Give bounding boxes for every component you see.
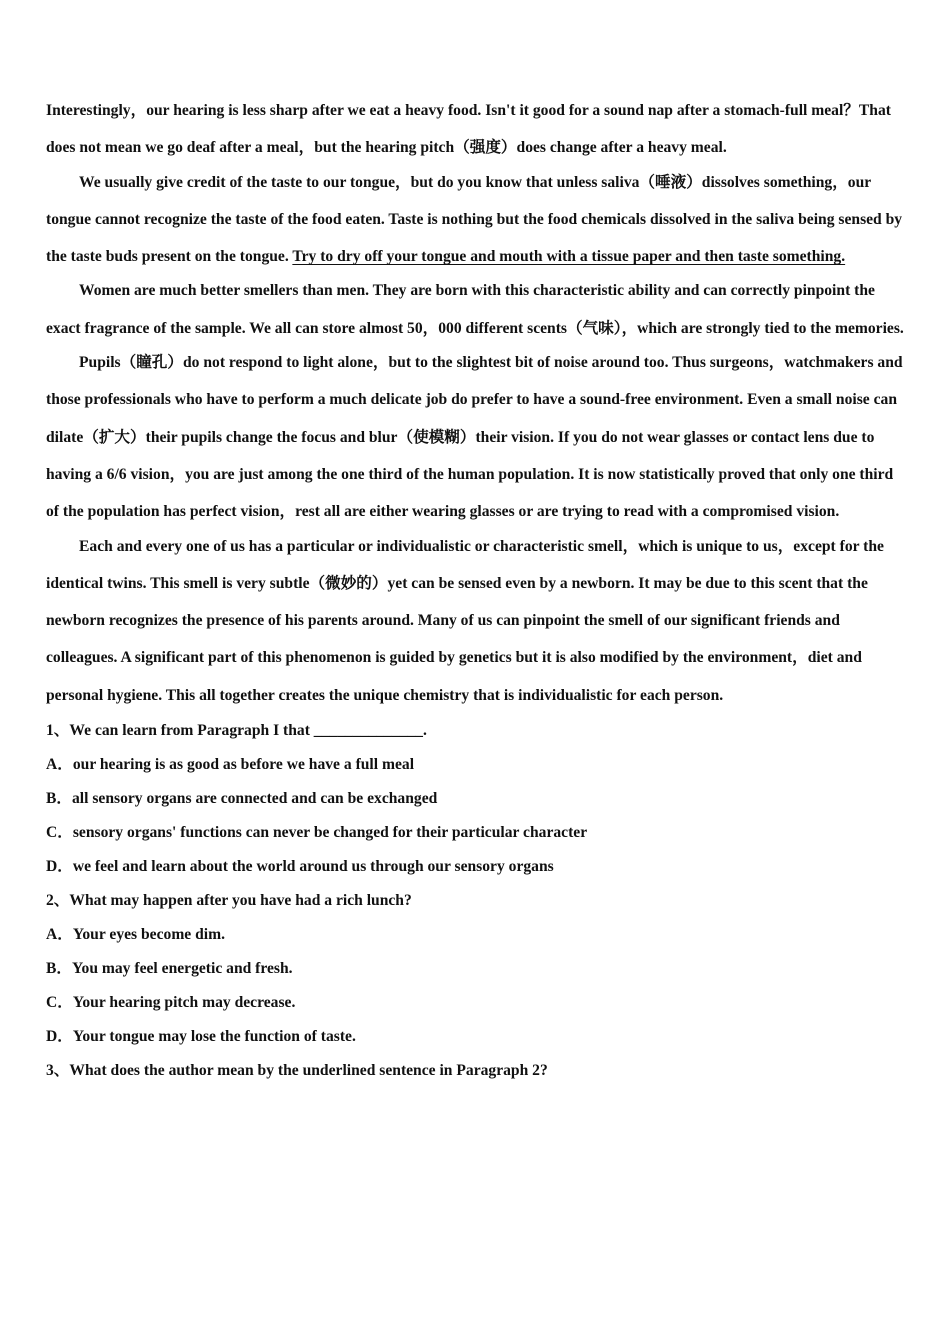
paragraph-2 [46, 164, 908, 276]
question-2-option-a[interactable]: A．Your eyes become dim. [46, 926, 226, 944]
question-2-option-d[interactable]: D．Your tongue may lose the function of taste. [46, 1028, 356, 1046]
question-1-option-b[interactable]: B．all sensory organs are connected and can be exchanged [46, 790, 438, 808]
question-1-option-c[interactable]: C．sensory organs' functions can never be changed for their particular character [46, 824, 588, 842]
question-1-option-d[interactable]: D．we feel and learn about the world around us through our sensory organs [46, 858, 554, 876]
question-2-option-c[interactable]: C．Your hearing pitch may decrease. [46, 994, 296, 1012]
paragraph-2-text: We usually give credit of the taste to our tongue，but do you know that unless saliva（唾液）dissolves something，our tongue cannot recognize the taste of the food eaten. Taste is nothing but the food chemicals dissolved in the saliva being sensed by the taste buds present on the tongue. [46, 173, 903, 266]
question-1-option-a[interactable]: A．our hearing is as good as before we have a full meal [46, 756, 415, 774]
question-2 [46, 884, 908, 1054]
question-3-stem: 3、What does the author mean by the underlined sentence in Paragraph 2? [46, 1062, 548, 1080]
underlined-sentence: Try to dry off your tongue and mouth with a tissue paper and then taste something. [292, 248, 846, 266]
paragraph-4: Pupils（瞳孔）do not respond to light alone，but to the slightest bit of noise around too. Thus surgeons，watchmakers and those professionals who have to perform a much delicate job do prefer to have a sound-free environment. Even a small noise can dilate（扩大）their pupils change the focus and blur（使模糊）their vision. If you do not wear glasses or contact lens due to having a 6/6 vision，you are just among the one third of the human population. It is now statistically proved that only one third of the population has perfect vision，rest all are either wearing glasses or are trying to read with a compromised vision. [46, 354, 903, 521]
document-page [46, 92, 908, 1088]
question-3 [46, 1054, 908, 1088]
question-1 [46, 714, 908, 884]
question-2-stem: 2、What may happen after you have had a rich lunch? [46, 892, 412, 910]
paragraph-5: Each and every one of us has a particular or individualistic or characteristic smell，which is unique to us，except for the identical twins. This smell is very subtle（微妙的）yet can be sensed even by a newborn. It may be due to this scent that the newborn recognizes the presence of his parents around. Many of us can pinpoint the smell of our significant friends and colleagues. A significant part of this phenomenon is guided by genetics but it is also modified by the environment，diet and personal hygiene. This all together creates the unique chemistry that is individualistic for each person. [46, 537, 884, 704]
question-2-option-b[interactable]: B．You may feel energetic and fresh. [46, 960, 293, 978]
question-1-stem: 1、We can learn from Paragraph I that ______________. [46, 722, 427, 740]
paragraph-3: Women are much better smellers than men. They are born with this characteristic ability and can correctly pinpoint the exact fragrance of the sample. We all can store almost 50，000 different scents（气味），which are strongly tied to the memories. [46, 282, 904, 337]
paragraph-1: Interestingly，our hearing is less sharp after we eat a heavy food. Isn't it good for a sound nap after a stomach-full meal？That does not mean we go deaf after a meal，but the hearing pitch（强度）does change after a heavy meal. [46, 102, 891, 157]
